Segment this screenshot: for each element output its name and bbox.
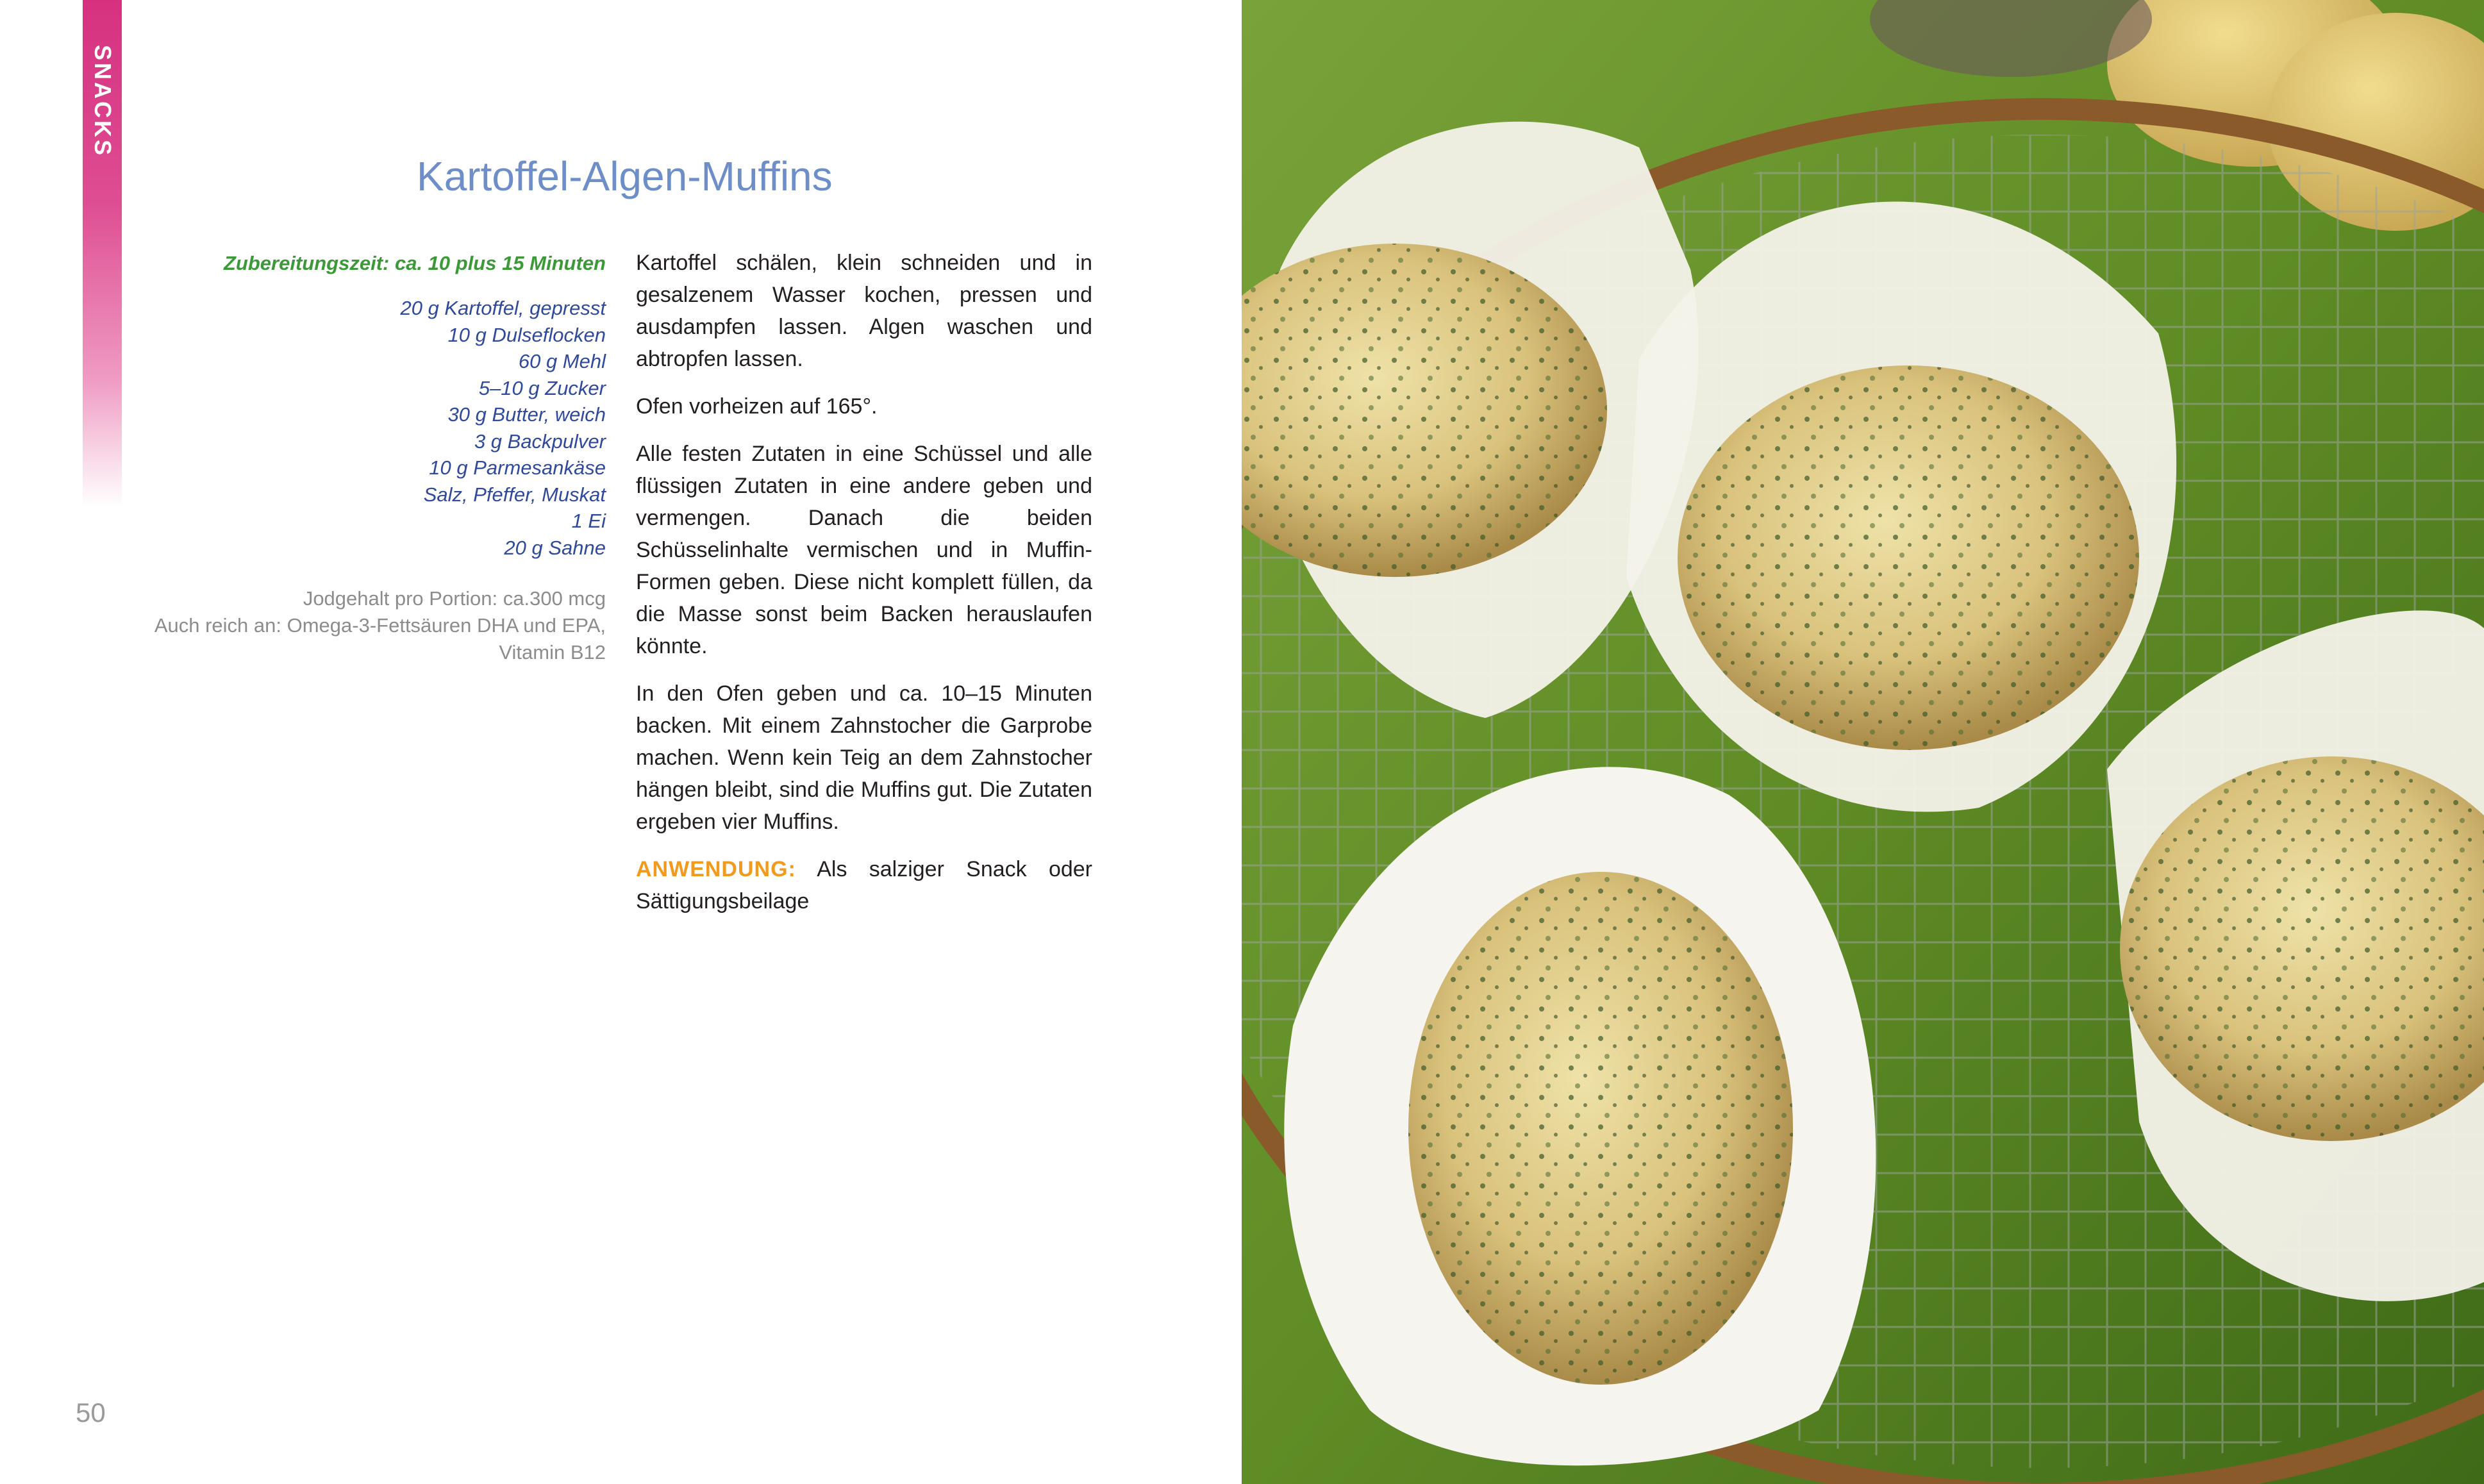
- recipe-title: Kartoffel-Algen-Muffins: [417, 153, 833, 199]
- ingredient-list: [147, 295, 606, 561]
- muffin-herbs: [1408, 872, 1793, 1385]
- nutrition-info: [147, 585, 606, 666]
- instruction-paragraph: Alle festen Zutaten in eine Schüssel und alle flüssigen Zutaten in eine andere geben und vermengen. Danach die beiden Schüsselinhalte vermischen und in Muffin-Formen geben. Diese nicht komplett füllen, da die Masse sonst beim Backen herauslaufen könnte.: [636, 442, 1092, 658]
- also-rich-in: Auch reich an: Omega-3-Fettsäuren DHA und EPA, Vitamin B12: [154, 614, 606, 663]
- ingredient-item: Salz, Pfeffer, Muskat: [423, 483, 606, 506]
- category-label: SNACKS: [90, 45, 116, 158]
- ingredient-item: 60 g Mehl: [518, 350, 606, 372]
- ingredient-item: 10 g Dulseflocken: [447, 323, 606, 346]
- ingredient-item: 20 g Sahne: [504, 536, 606, 559]
- usage-label: ANWENDUNG:: [636, 857, 796, 881]
- instruction-paragraph: Kartoffel schälen, klein schneiden und in gesalzenem Wasser kochen, pressen und ausdampfen lassen. Algen waschen und abtropfen lassen.: [636, 251, 1092, 371]
- usage-text: Als salziger Snack oder Sättigungsbeilage: [636, 857, 1092, 913]
- instruction-paragraph: Ofen vorheizen auf 165°.: [636, 394, 878, 419]
- ingredients-column: [147, 250, 606, 666]
- instructions-column: [636, 247, 1092, 933]
- iodine-content: Jodgehalt pro Portion: ca.300 mcg: [303, 587, 606, 610]
- prep-time: Zubereitungszeit: ca. 10 plus 15 Minuten: [224, 252, 606, 274]
- ingredient-item: 5–10 g Zucker: [478, 376, 606, 399]
- instruction-paragraph: In den Ofen geben und ca. 10–15 Minuten backen. Mit einem Zahnstocher die Garprobe machen. Wenn kein Teig an dem Zahnstocher hängen bleibt, sind die Muffins gut. Die Zutaten ergeben vier Muffins.: [636, 681, 1092, 834]
- muffin-herbs: [1678, 365, 2139, 750]
- page-number: 50: [76, 1397, 106, 1428]
- muffin-photo: [1242, 0, 2484, 1484]
- usage-paragraph: [636, 853, 1092, 917]
- ingredient-item: 30 g Butter, weich: [447, 403, 606, 426]
- ingredient-item: 10 g Parmesankäse: [429, 456, 606, 479]
- ingredient-item: 1 Ei: [571, 510, 606, 532]
- ingredient-item: 3 g Backpulver: [474, 429, 606, 453]
- muffin-photo-illustration: [1242, 0, 2484, 1484]
- ingredient-item: 20 g Kartoffel, gepresst: [400, 297, 606, 319]
